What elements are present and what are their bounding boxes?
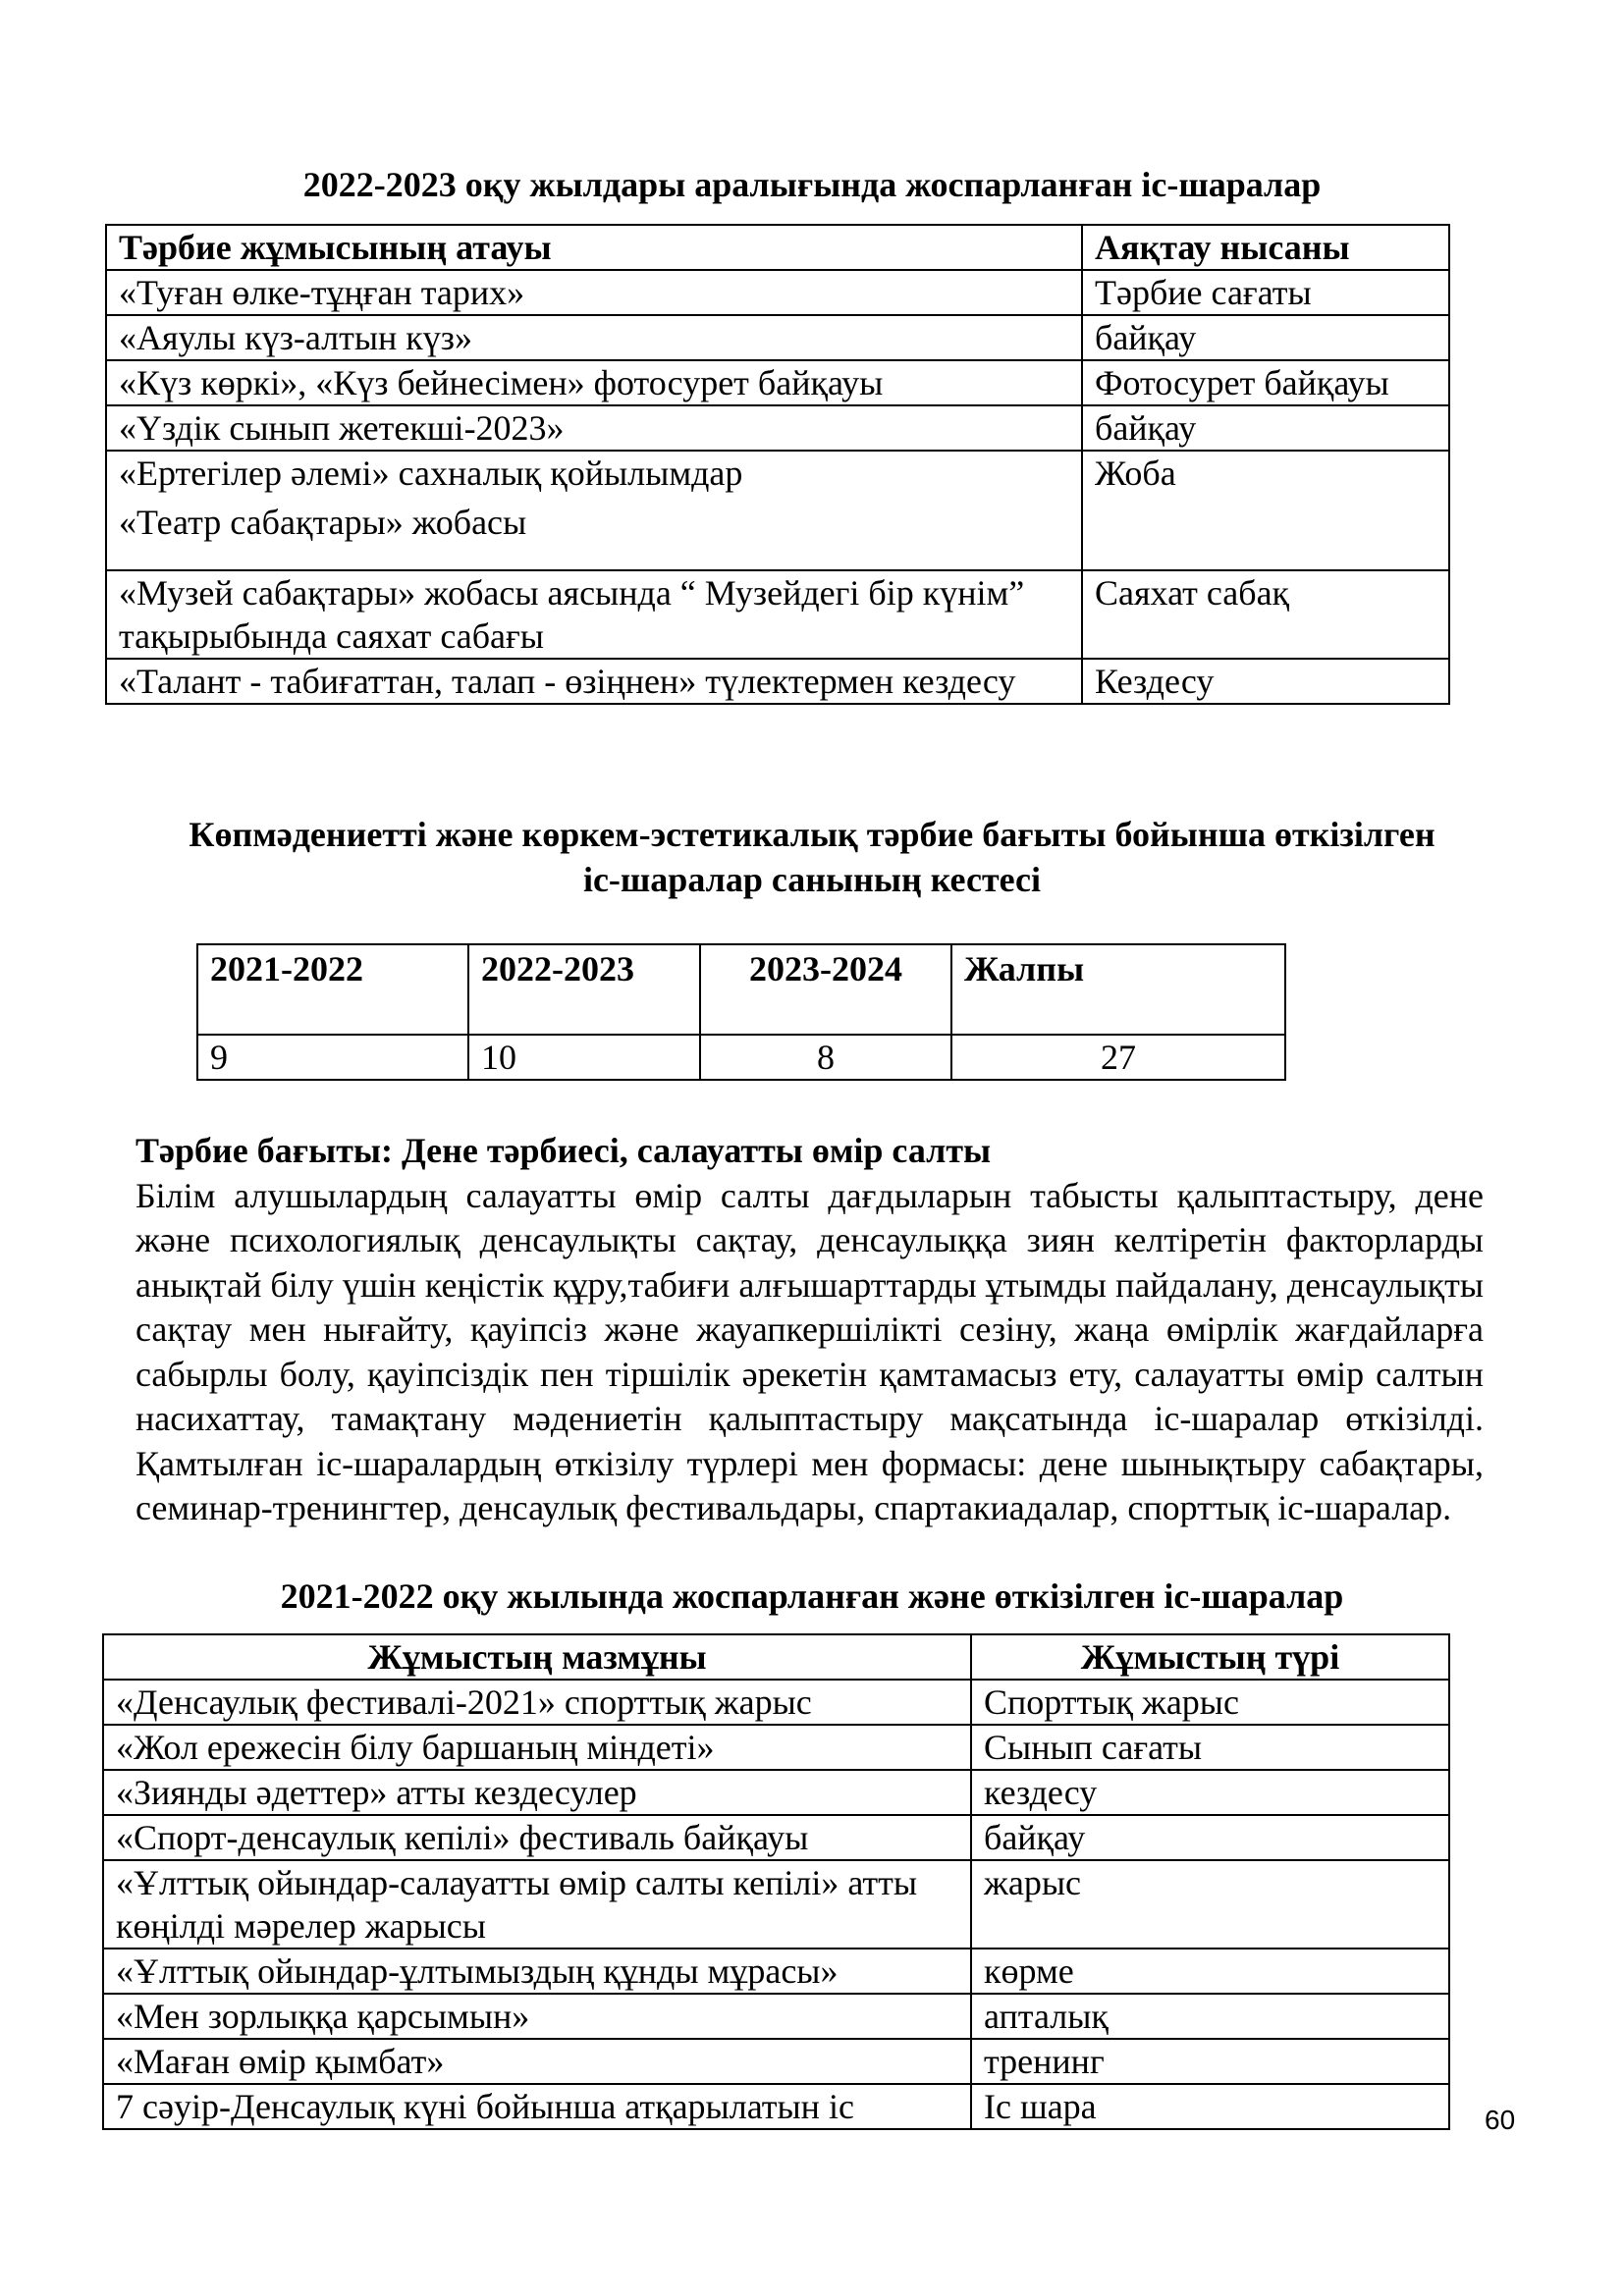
table-events-2021-2022 xyxy=(102,1633,1450,2130)
table-cell: «Үздік сынып жетекші-2023» xyxy=(106,405,1082,451)
table-cell: 8 xyxy=(700,1035,951,1080)
table-header-cell: Жұмыстың мазмұны xyxy=(103,1634,971,1680)
table-cell: «Талант - табиғаттан, талап - өзіңнен» түлектермен кездесу xyxy=(106,659,1082,704)
table-cell: байқау xyxy=(1082,315,1449,360)
cell-line: «Театр сабақтары» жобасы xyxy=(119,503,527,542)
table-header-cell: 2022-2023 xyxy=(468,944,700,1035)
table-cell: Іс шара xyxy=(971,2084,1449,2129)
table-row xyxy=(103,1770,1449,1815)
table-row xyxy=(106,315,1449,360)
table-cell: байқау xyxy=(971,1815,1449,1860)
table-cell: 7 сәуір-Денсаулық күні бойынша атқарылатын іс xyxy=(103,2084,971,2129)
table-cell: «Ұлттық ойындар-салауатты өмір салты кепілі» атты көңілді мәрелер жарысы xyxy=(103,1860,971,1949)
table-cell: тренинг xyxy=(971,2039,1449,2084)
table-cell: байқау xyxy=(1082,405,1449,451)
table-row xyxy=(103,2039,1449,2084)
table-header-cell: 2023-2024 xyxy=(700,944,951,1035)
table-row xyxy=(103,2084,1449,2129)
table-cell: Фотосурет байқауы xyxy=(1082,360,1449,405)
table-cell: 10 xyxy=(468,1035,700,1080)
table-cell: жарыс xyxy=(971,1860,1449,1949)
table-cell: «Маған өмір қымбат» xyxy=(103,2039,971,2084)
section3-heading: Тәрбие бағыты: Дене тәрбиесі, салауатты өмір салты xyxy=(135,1131,992,1170)
table-header-row xyxy=(103,1634,1449,1680)
table-planned-events-2022-2023 xyxy=(105,224,1450,705)
table-cell: 27 xyxy=(951,1035,1285,1080)
table-row xyxy=(103,1725,1449,1770)
table-cell: Тәрбие сағаты xyxy=(1082,270,1449,315)
section4-title: 2021-2022 оқу жылында жоспарланған және өткізілген іс-шаралар xyxy=(280,1576,1344,1616)
section2-title-line1: Көпмәдениетті және көркем-эстетикалық тәрбие бағыты бойынша өткізілген xyxy=(189,815,1435,854)
table-header-cell: Жалпы xyxy=(951,944,1285,1035)
table-event-counts xyxy=(196,943,1286,1081)
table-cell: «Спорт-денсаулық кепілі» фестиваль байқауы xyxy=(103,1815,971,1860)
table-row xyxy=(106,570,1449,659)
table-row xyxy=(106,270,1449,315)
table-row xyxy=(106,451,1449,570)
table-cell: кездесу xyxy=(971,1770,1449,1815)
table-row xyxy=(103,1680,1449,1725)
section3-text xyxy=(135,1129,1484,1531)
table-cell xyxy=(106,451,1082,570)
table-row xyxy=(103,1815,1449,1860)
table-row xyxy=(106,360,1449,405)
table-cell: Жоба xyxy=(1082,451,1449,570)
table-row xyxy=(103,1949,1449,1994)
table-cell: 9 xyxy=(197,1035,468,1080)
table-header-row xyxy=(106,225,1449,270)
table-row xyxy=(106,405,1449,451)
table-cell: «Ұлттық ойындар-ұлтымыздың құнды мұрасы» xyxy=(103,1949,971,1994)
table-row xyxy=(103,1860,1449,1949)
table-header-row xyxy=(197,944,1285,1035)
table-header-cell: Аяқтау нысаны xyxy=(1082,225,1449,270)
table-cell: «Зиянды әдеттер» атты кездесулер xyxy=(103,1770,971,1815)
table-cell: көрме xyxy=(971,1949,1449,1994)
table-cell: «Аяулы күз-алтын күз» xyxy=(106,315,1082,360)
table-header-cell: 2021-2022 xyxy=(197,944,468,1035)
page-number: 60 xyxy=(1485,2105,1516,2135)
table-row xyxy=(103,1994,1449,2039)
table-cell: Саяхат сабақ xyxy=(1082,570,1449,659)
table-cell: «Денсаулық фестивалі-2021» спорттық жарыс xyxy=(103,1680,971,1725)
table-cell: «Туған өлке-тұңған тарих» xyxy=(106,270,1082,315)
table-cell: Кездесу xyxy=(1082,659,1449,704)
table-cell: «Музей сабақтары» жобасы аясында “ Музейдегі бір күнім” тақырыбында саяхат сабағы xyxy=(106,570,1082,659)
table-cell: Спорттық жарыс xyxy=(971,1680,1449,1725)
table-row xyxy=(197,1035,1285,1080)
table-header-cell: Жұмыстың түрі xyxy=(971,1634,1449,1680)
table-cell: апталық xyxy=(971,1994,1449,2039)
table-cell: «Мен зорлыққа қарсымын» xyxy=(103,1994,971,2039)
table-cell: «Күз көркі», «Күз бейнесімен» фотосурет байқауы xyxy=(106,360,1082,405)
cell-line: «Ертегілер әлемі» сахналық қойылымдар xyxy=(119,454,743,493)
table-cell: Сынып сағаты xyxy=(971,1725,1449,1770)
table-header-cell: Тәрбие жұмысының атауы xyxy=(106,225,1082,270)
section2-title-line2: іс-шаралар санының кестесі xyxy=(582,860,1042,899)
table-row xyxy=(106,659,1449,704)
table-cell: «Жол ережесін білу баршаның міндеті» xyxy=(103,1725,971,1770)
section3-paragraph: Білім алушылардың салауатты өмір салты дағдыларын табысты қалыптастыру, дене және психологиялық денсаулықты сақтау, денсаулыққа зиян келтіретін факторларды анықтай білу үшін кеңістік құру,табиғи алғышарттарды ұтымды пайдалану, денсаулықты сақтау мен нығайту, қауіпсіз және жауапкершілікті сезіну, жаңа өмірлік жағдайларға сабырлы болу, қауіпсіздік пен тіршілік әрекетін қамтамасыз ету, салауатты өмір салтын насихаттау, тамақтану мәдениетін қалыптастыру мақсатында іс-шаралар өткізілді. Қамтылған іс-шаралардың өткізілу түрлері мен формасы: дене шынықтыру сабақтары, семинар-тренингтер, денсаулық фестивальдары, спартакиадалар, спорттық іс-шаралар. xyxy=(135,1175,1484,1527)
section1-title: 2022-2023 оқу жылдары аралығында жоспарланған іс-шаралар xyxy=(302,165,1322,204)
